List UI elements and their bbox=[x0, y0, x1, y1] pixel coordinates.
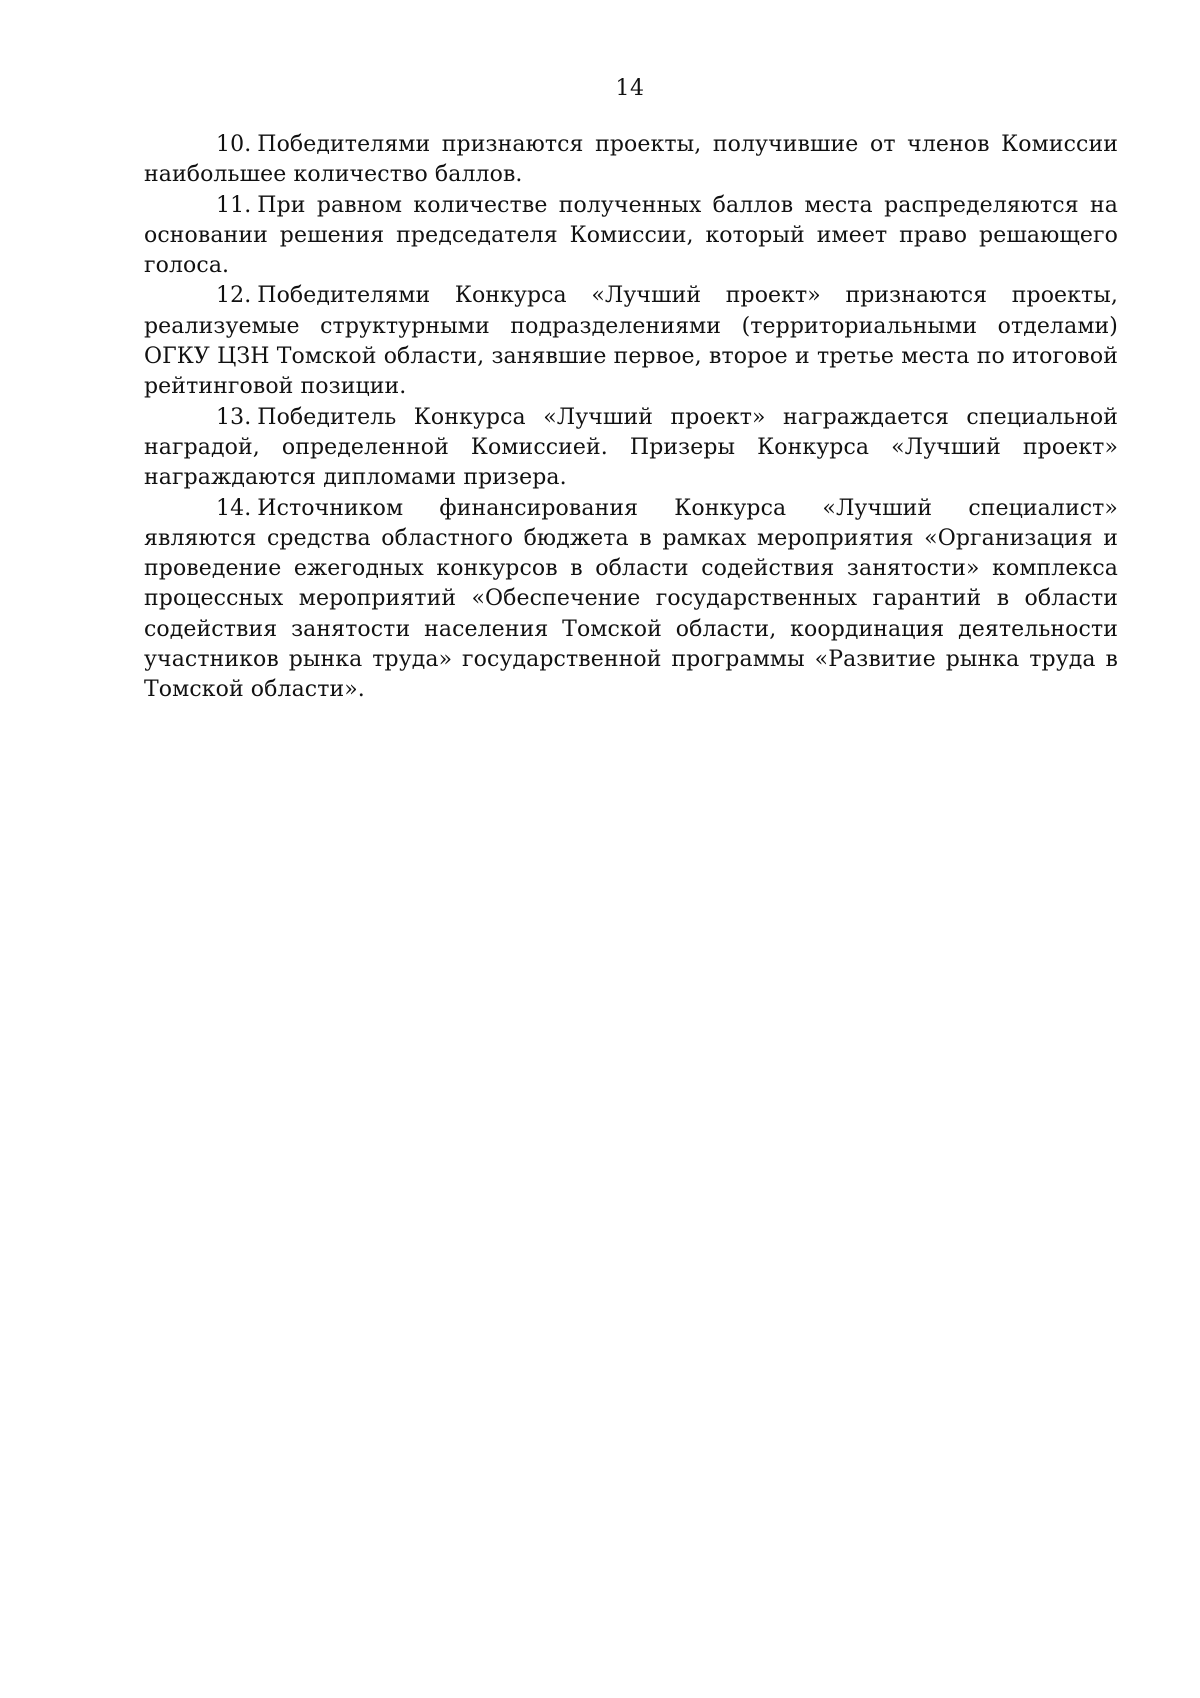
paragraph-text: Победителями признаются проекты, получившие от членов Комиссии наибольшее количество баллов. bbox=[144, 132, 1118, 188]
paragraph-text: При равном количестве полученных баллов места распределяются на основании решения председателя Комиссии, который имеет право решающего голоса. bbox=[144, 192, 1118, 279]
paragraph-number: 10. bbox=[216, 132, 252, 157]
paragraph-number: 14. bbox=[216, 495, 252, 521]
paragraph-number: 11. bbox=[216, 192, 252, 218]
paragraph-12 bbox=[144, 281, 1118, 402]
page-number: 14 bbox=[615, 76, 645, 101]
document-body bbox=[144, 130, 1118, 706]
paragraph-number: 13. bbox=[216, 404, 252, 430]
paragraph-text: Победителями Конкурса «Лучший проект» признаются проекты, реализуемые структурными подразделениями (территориальными отделами) ОГКУ ЦЗН Томской области, занявшие первое, второе и третье места по итоговой рейтинговой позиции. bbox=[144, 283, 1118, 400]
paragraph-number: 12. bbox=[216, 283, 252, 309]
paragraph-10 bbox=[144, 130, 1118, 191]
paragraph-14 bbox=[144, 494, 1118, 706]
paragraph-13 bbox=[144, 403, 1118, 494]
paragraph-11 bbox=[144, 191, 1118, 282]
paragraph-text: Источником финансирования Конкурса «Лучший специалист» являются средства областного бюджета в рамках мероприятия «Организация и проведение ежегодных конкурсов в области содействия занятости» комплекса процессных мероприятий «Обеспечение государственных гарантий в области содействия занятости населения Томской области, координация деятельности участников рынка труда» государственной программы «Развитие рынка труда в Томской области». bbox=[144, 495, 1118, 703]
paragraph-text: Победитель Конкурса «Лучший проект» награждается специальной наградой, определенной Комиссией. Призеры Конкурса «Лучший проект» награждаются дипломами призера. bbox=[144, 404, 1118, 491]
